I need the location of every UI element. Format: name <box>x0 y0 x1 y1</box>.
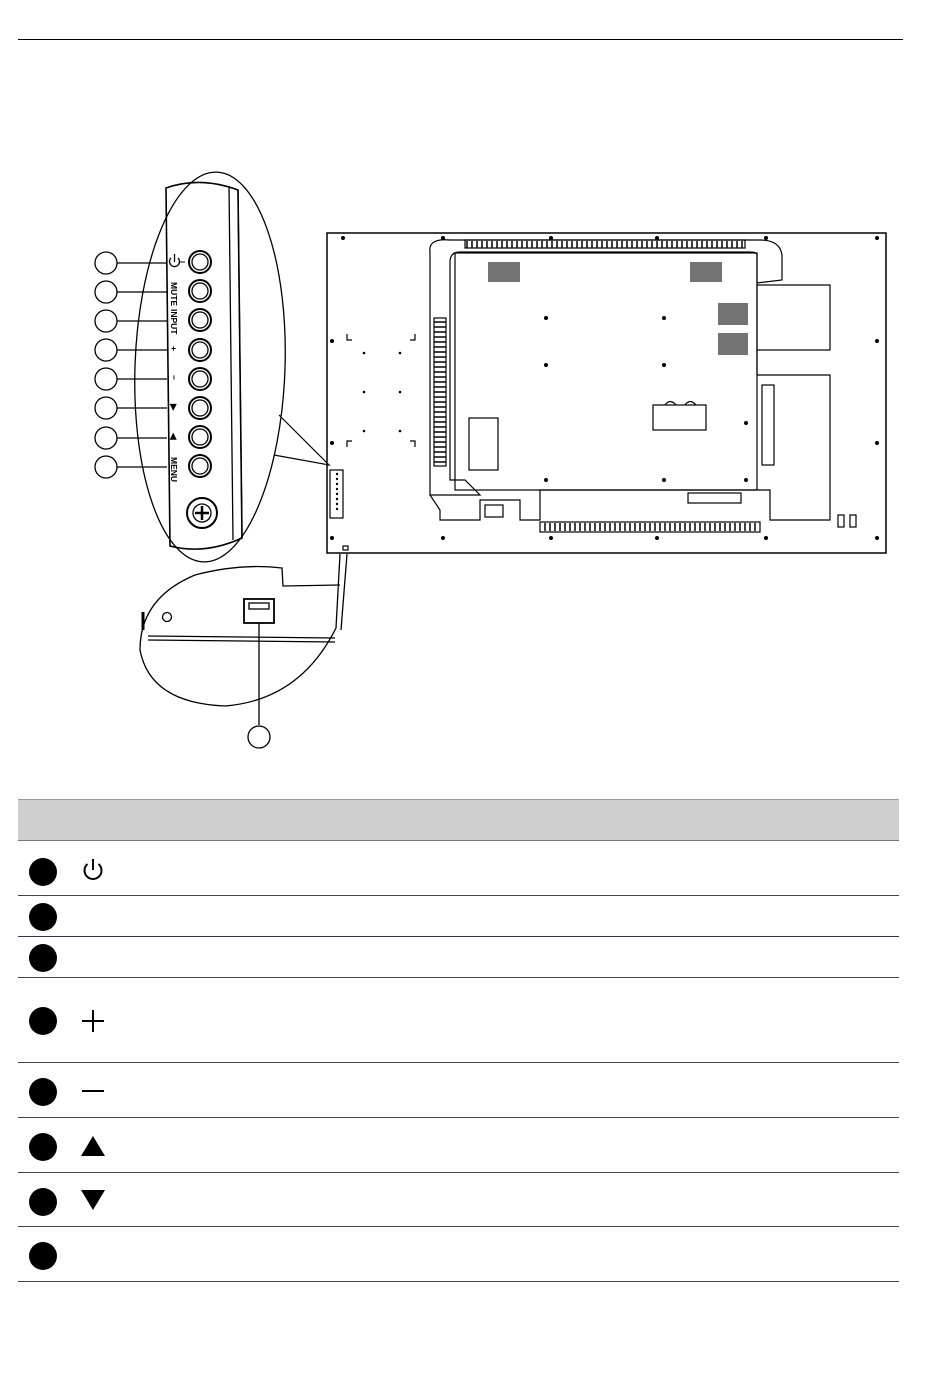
keypad-buttons <box>189 251 211 477</box>
monitor-screws <box>330 236 879 540</box>
keypad-callout <box>274 415 329 465</box>
down-triangle-icon <box>80 1187 106 1213</box>
row-number-dot <box>29 1007 57 1035</box>
callout-circles <box>95 252 167 478</box>
keypad-zoom-ellipse <box>128 170 292 565</box>
row-number-dot <box>29 1188 57 1216</box>
row-number-dot <box>29 1242 57 1270</box>
row-number-dot <box>29 903 57 931</box>
label-menu: MENU <box>169 457 179 483</box>
table-row <box>18 1227 899 1282</box>
table-row <box>18 1173 899 1227</box>
label-right: ▶ <box>169 404 179 411</box>
table-row <box>18 978 899 1063</box>
controls-table <box>18 799 899 1282</box>
label-left: ◀ <box>169 433 179 440</box>
connector-zoom <box>140 554 347 748</box>
row-number-dot <box>29 944 57 972</box>
table-row <box>18 896 899 937</box>
plus-icon <box>80 1008 106 1034</box>
power-icon <box>80 857 106 883</box>
table-row <box>18 841 899 896</box>
table-row <box>18 1063 899 1118</box>
table-row <box>18 937 899 978</box>
minus-icon <box>80 1078 106 1104</box>
row-number-dot <box>29 858 57 886</box>
keypad-labels <box>169 282 179 482</box>
label-plus: + <box>169 346 179 351</box>
row-number-dot <box>29 1133 57 1161</box>
vent-grilles <box>488 262 748 355</box>
keypad-knob <box>187 498 217 528</box>
up-triangle-icon <box>80 1133 106 1159</box>
table-row <box>18 1118 899 1173</box>
label-mute: MUTE <box>169 282 179 307</box>
row-number-dot <box>29 1078 57 1106</box>
label-input: INPUT <box>169 309 179 335</box>
table-header <box>18 799 899 841</box>
monitor-rear <box>327 233 886 553</box>
label-minus: − <box>169 375 179 380</box>
